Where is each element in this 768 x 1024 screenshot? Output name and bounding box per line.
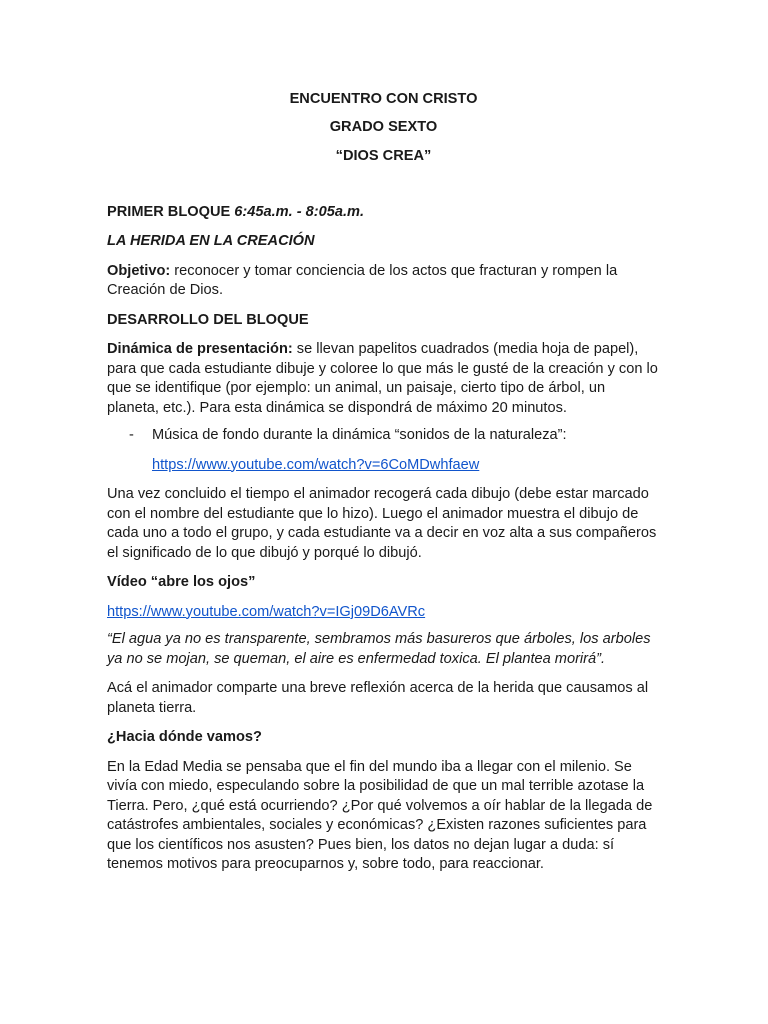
- dynamic-paragraph: [107, 340, 660, 418]
- block-theme: LA HERIDA EN LA CREACIÓN: [107, 233, 315, 249]
- block-heading: [107, 203, 660, 223]
- document-title: ENCUENTRO CON CRISTO: [289, 91, 478, 107]
- list-dash: -: [129, 427, 134, 443]
- objective-label: Objetivo:: [107, 262, 171, 279]
- video-quote: “El agua ya no es transparente, sembramos más basureros que árboles, los arboles ya no se mojan, se queman, el aire es enfermedad toxica. El plantea morirá”.: [107, 631, 651, 667]
- where-heading: ¿Hacia dónde vamos?: [107, 729, 262, 745]
- document-grade: GRADO SEXTO: [329, 118, 438, 135]
- development-heading: DESARROLLO DEL BLOQUE: [107, 311, 309, 328]
- where-paragraph: En la Edad Media se pensaba que el fin del mundo iba a llegar con el milenio. Se vivía con miedo, especulando sobre la posibilidad de que un mal terrible azotase la Tierra. Pero, ¿qué está ocurriendo? ¿Por qué volvemos a oír hablar de la llegada de catástrofes ambientales, sociales y económicas? ¿Existen razones suficientes para que los científicos nos asusten? Pues bien, los datos no dejan lugar a duda: sí tenemos motivos para preocuparnos y, sobre todo, para reaccionar.: [107, 758, 653, 872]
- document-subtitle: “DIOS CREA”: [335, 148, 432, 164]
- reflection-paragraph: Acá el animador comparte una breve reflexión acerca de la herida que causamos al planeta tierra.: [107, 680, 649, 716]
- video-heading: Vídeo “abre los ojos”: [107, 574, 256, 590]
- after-dynamic-paragraph: Una vez concluido el tiempo el animador recogerá cada dibujo (debe estar marcado con el nombre del estudiante que lo hizo). Luego el animador muestra el dibujo de cada uno a todo el grupo, y cada estudiante va a decir en voz alta a sus compañeros el significado de lo que dibujó y porqué lo dibujó.: [107, 486, 657, 561]
- block-time: 6:45a.m. - 8:05a.m.: [234, 203, 365, 220]
- music-item-text: Música de fondo durante la dinámica “sonidos de la naturaleza”:: [152, 427, 567, 443]
- music-link[interactable]: https://www.youtube.com/watch?v=6CoMDwhfaew: [152, 456, 480, 473]
- dynamic-label: Dinámica de presentación:: [107, 341, 293, 357]
- objective-paragraph: [107, 262, 660, 301]
- block-label: PRIMER BLOQUE: [107, 203, 235, 220]
- video-link[interactable]: https://www.youtube.com/watch?v=IGj09D6AVRc: [107, 603, 426, 620]
- objective-text: reconocer y tomar conciencia de los actos que fracturan y rompen la Creación de Dios.: [107, 262, 618, 298]
- dynamic-text: se llevan papelitos cuadrados (media hoja de papel), para que cada estudiante dibuje y coloree lo que más le gusté de la creación y con lo que se identifique (por ejemplo: un animal, un paisaje, cierto tipo de árbol, un planeta, etc.). Para esta dinámica se dispondrá de máximo 20 minutos.: [107, 341, 658, 416]
- music-list-item: [107, 426, 660, 475]
